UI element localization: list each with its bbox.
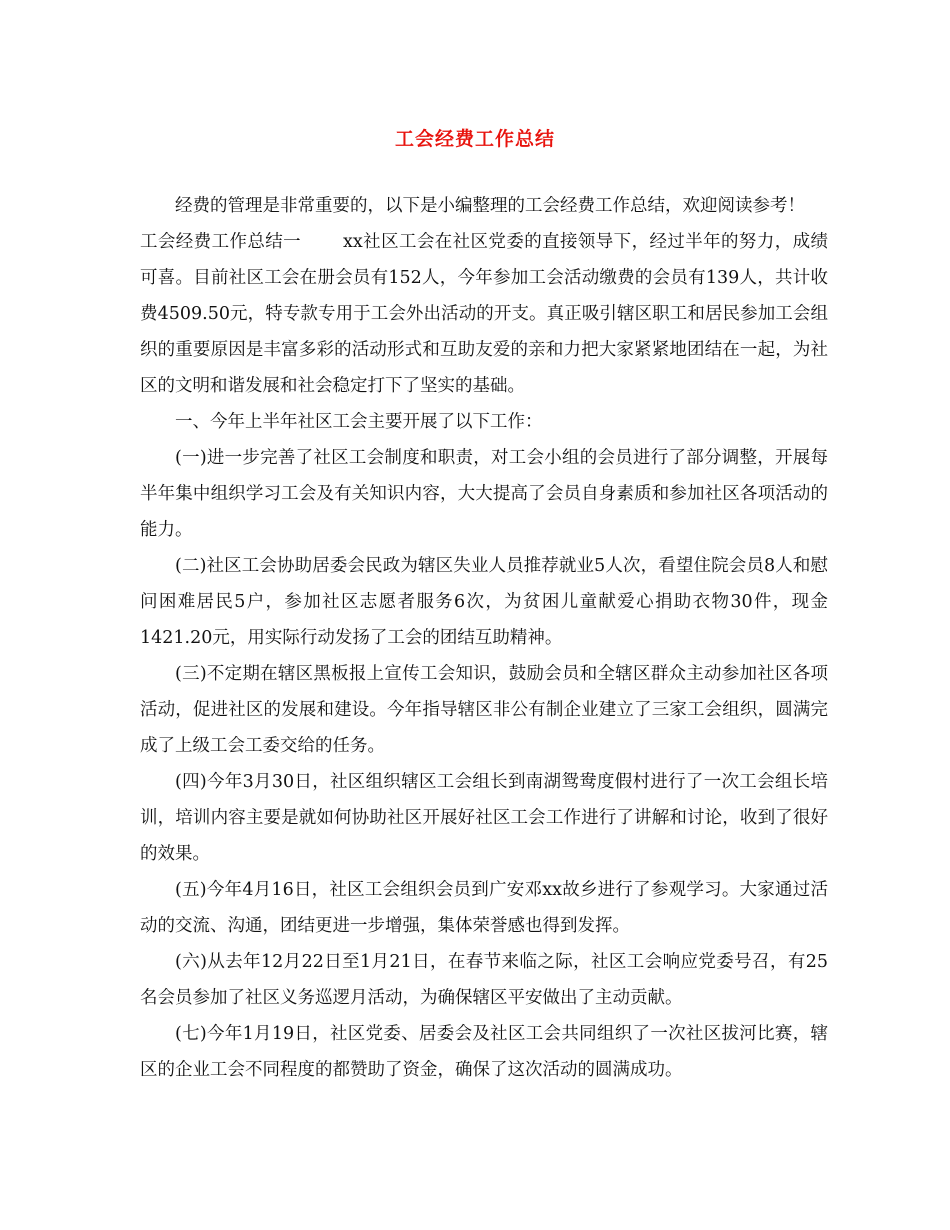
section-heading: 工会经费工作总结一: [140, 232, 302, 252]
list-item: (六)从去年12月22日至1月21日，在春节来临之际，社区工会响应党委号召，有25名会员参加了社区义务巡逻月活动，为确保辖区平安做出了主动贡献。: [140, 952, 828, 1008]
list-item: (二)社区工会协助居委会民政为辖区失业人员推荐就业5人次，看望住院会员8人和慰问困难居民5户，参加社区志愿者服务6次，为贫困儿童献爱心捐助衣物30件，现金1421.20元，用实际行动发扬了工会的团结互助精神。: [140, 556, 828, 648]
section-text: xx社区工会在社区党委的直接领导下，经过半年的努力，成绩可喜。目前社区工会在册会员有152人，今年参加工会活动缴费的会员有139人，共计收费4509.50元，特专款专用于工会外出活动的开支。真正吸引辖区职工和居民参加工会组织的重要原因是丰富多彩的活动形式和互助友爱的亲和力把大家紧紧地团结在一起，为社区的文明和谐发展和社会稳定打下了坚实的基础。: [140, 232, 828, 396]
list-heading: 一、今年上半年社区工会主要开展了以下工作：: [175, 412, 543, 432]
document-title: 工会经费工作总结: [394, 128, 555, 150]
list-item: (七)今年1月19日，社区党委、居委会及社区工会共同组织了一次社区拔河比赛，辖区的企业工会不同程度的都赞助了资金，确保了这次活动的圆满成功。: [140, 1024, 828, 1080]
list-item: (一)进一步完善了社区工会制度和职责，对工会小组的会员进行了部分调整，开展每半年集中组织学习工会及有关知识内容，大大提高了会员自身素质和参加社区各项活动的能力。: [140, 448, 828, 540]
section-one-paragraph: [140, 224, 828, 404]
list-item: (五)今年4月16日，社区工会组织会员到广安邓xx故乡进行了参观学习。大家通过活动的交流、沟通，团结更进一步增强，集体荣誉感也得到发挥。: [140, 880, 828, 936]
list-item: (三)不定期在辖区黑板报上宣传工会知识，鼓励会员和全辖区群众主动参加社区各项活动，促进社区的发展和建设。今年指导辖区非公有制企业建立了三家工会组织，圆满完成了上级工会工委交给的任务。: [140, 664, 828, 756]
document-body: [140, 188, 828, 1088]
intro-paragraph: 经费的管理是非常重要的，以下是小编整理的工会经费工作总结，欢迎阅读参考！: [175, 196, 805, 216]
list-item: (四)今年3月30日，社区组织辖区工会组长到南湖鸳鸯度假村进行了一次工会组长培训，培训内容主要是就如何协助社区开展好社区工会工作进行了讲解和讨论，收到了很好的效果。: [140, 772, 828, 864]
